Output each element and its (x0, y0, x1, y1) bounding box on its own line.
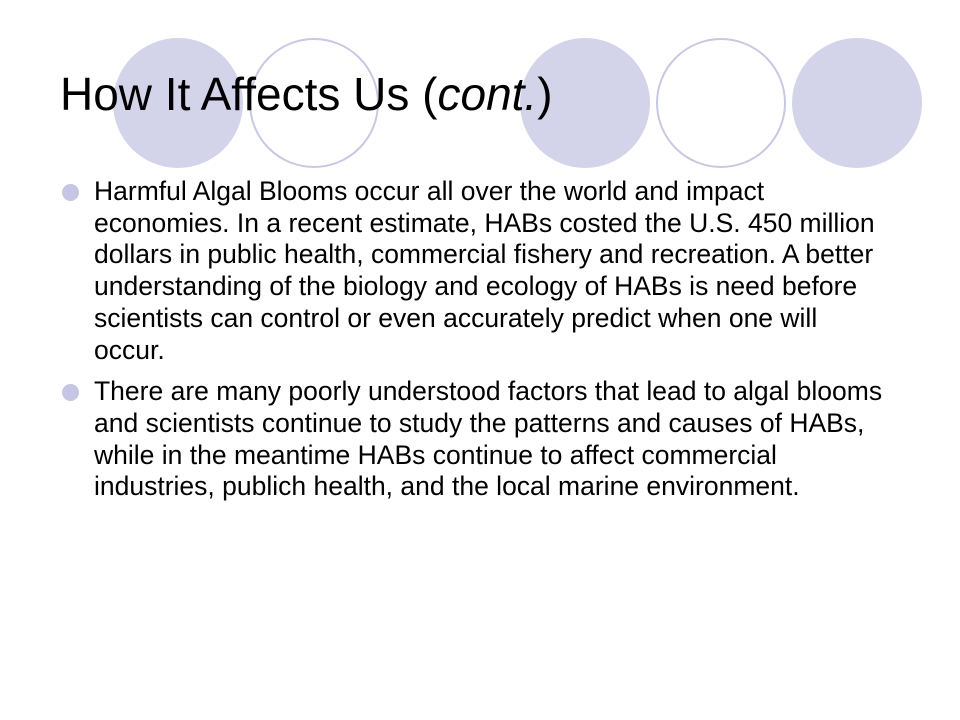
slide-title-main: How It Affects Us ( (60, 68, 438, 120)
bullet-item (62, 176, 892, 366)
bullet-text: Harmful Algal Blooms occur all over the world and impact economies. In a recent estimate, HABs costed the U.S. 450 million dollars in public health, commercial fishery and recreation. A better understanding of the biology and ecology of HABs is need before scientists can control or even accurately predict when one will occur. (94, 176, 875, 365)
bullet-list (62, 176, 892, 513)
bullet-dot-icon (62, 384, 79, 401)
decorative-circle-filled (792, 38, 922, 168)
slide-title-end: ) (537, 68, 553, 120)
bullet-text: There are many poorly understood factors that lead to algal blooms and scientists continue to study the patterns and causes of HABs, while in the meantime HABs continue to affect commercial industries, publich health, and the local marine environment. (94, 376, 883, 502)
slide-title-emphasis: cont. (437, 68, 538, 120)
bullet-dot-icon (62, 184, 79, 201)
decorative-circle-ring (656, 38, 786, 168)
bullet-item (62, 376, 892, 503)
slide-title (60, 62, 553, 126)
